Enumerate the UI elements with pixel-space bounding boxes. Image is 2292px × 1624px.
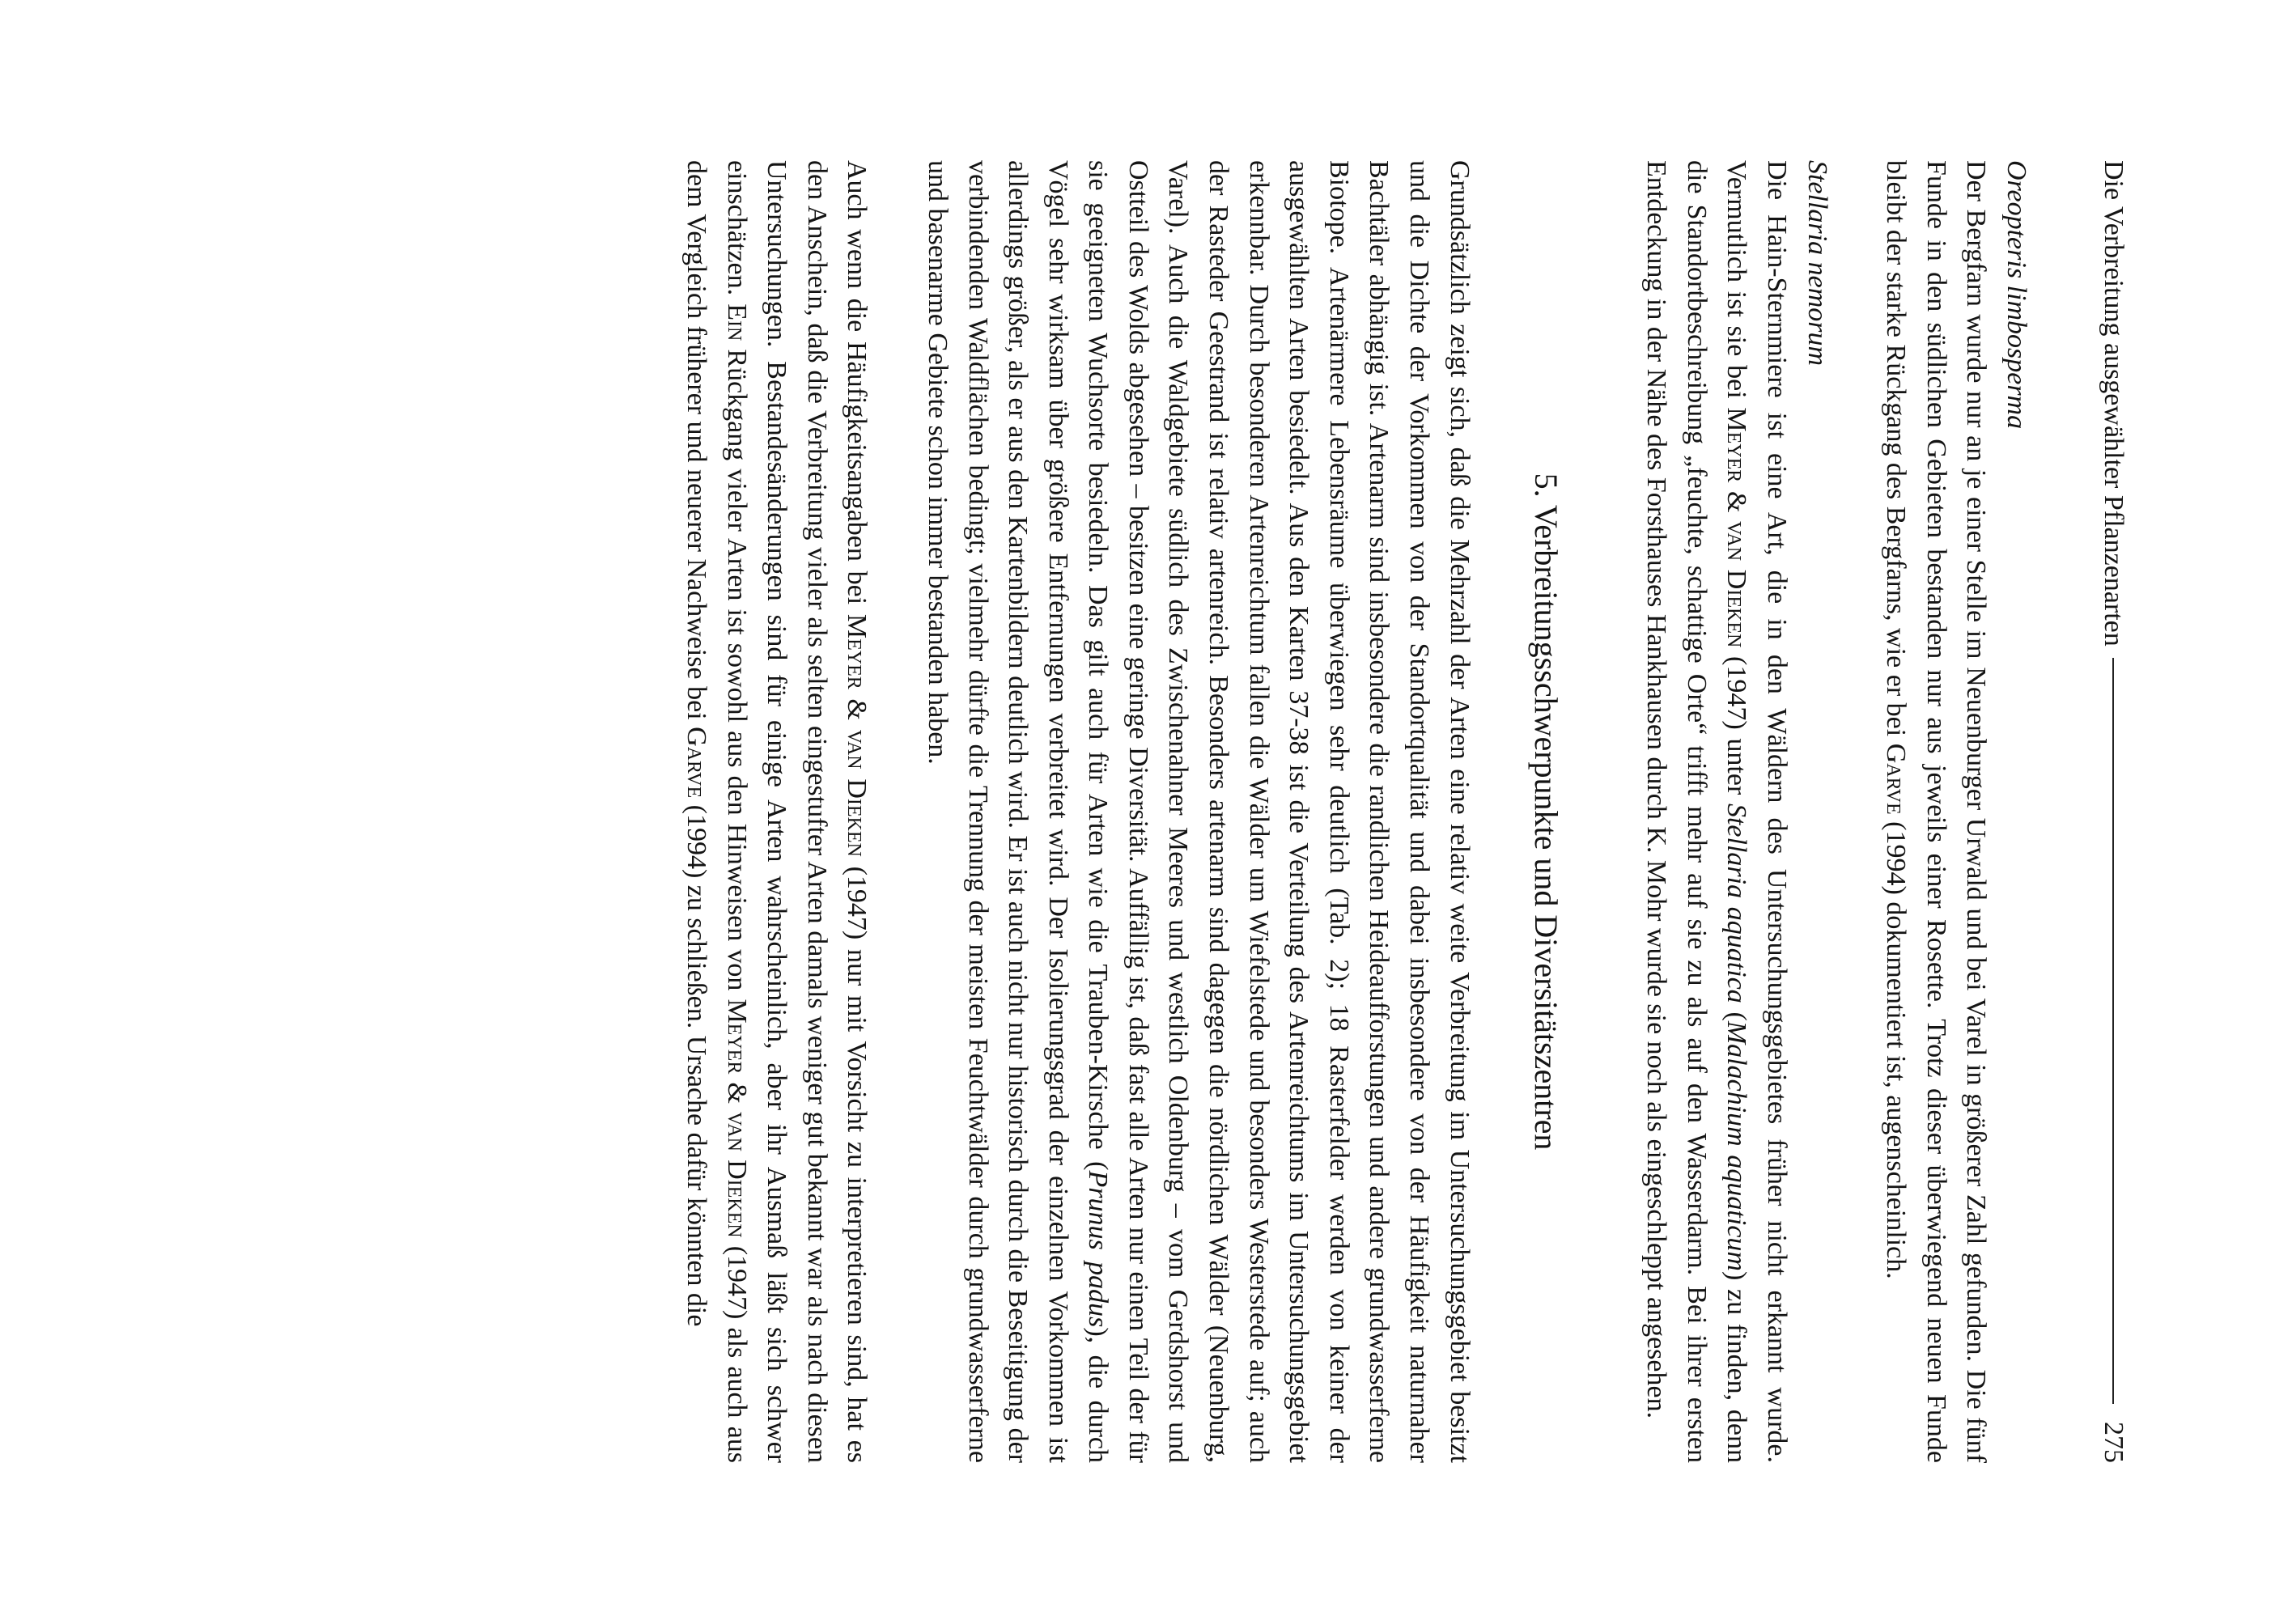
species-heading-stellaria: Stellaria nemorum	[1802, 160, 1832, 367]
book-page	[159, 128, 2133, 1495]
species-text-oreopteris: Der Bergfarn wurde nur an je einer Stelle im Neuenburger Urwald und bei Varel in größerer Zahl gefunden. Die fünf Funde in den südlichen Gebieten bestanden nur aus jeweils einer Rosette. Trotz dieser überwiegend neuen Funde bleibt der starke Rückgang des Bergfarns, wie er bei Garve (1994) dokumentiert ist, augenscheinlich.	[1881, 160, 1992, 1463]
running-title: Die Verbreitung ausgewählter Pflanzenarten	[2098, 160, 2129, 647]
section-title: 5. Verbreitungsschwerpunkte und Diversitätszentren	[1527, 473, 1564, 1151]
section-paragraph-1: Grundsätzlich zeigt sich, daß die Mehrzahl der Arten eine relativ weite Verbreitung im Untersuchungsgebiet besitzt und die Dichte der Vorkommen von der Standortqualität und dabei insbesondere von der Häufigkeit naturnaher Bachtäler abhängig ist. Artenarm sind insbesondere die randlichen Heideaufforstungen und andere grundwasserferne Biotope. Artenärmere Lebensräume überwiegen sehr deutlich (Tab. 2); 18 Rasterfelder werden von keiner der ausgewählten Arten besiedelt. Aus den Karten 37-38 ist die Verteilung des Artenreichtums im Untersuchungsgebiet erkennbar. Durch besonderen Artenreichtum fallen die Wälder um Wiefelstede und besonders Westerstede auf; auch der Rasteder Geestrand ist relativ artenreich. Besonders artenarm sind dagegen die nördlichen Wälder (Neuenburg, Varel). Auch die Waldgebiete südlich des Zwischenahner Meeres und westlich Oldenburg – vom Gerdshorst und Ostteil des Wolds abgesehen – besitzen eine geringe Diversität. Auffällig ist, daß fast alle Arten nur einen Teil der für sie geeigneten Wuchsorte besiedeln. Das gilt auch für Arten wie die Trauben-Kirsche (Prunus padus), die durch Vögel sehr wirksam über größere Entfernungen verbreitet wird. Der Isolierungsgrad der einzelnen Vorkommen ist allerdings größer, als er aus den Kartenbildern deutlich wird. Er ist auch nicht nur historisch durch die Beseitigung der verbindenden Waldflächen bedingt; vielmehr dürfte die Trennung der meisten Feuchtwälder durch grundwasserferne und basenarme Gebiete schon immer bestanden haben.	[922, 160, 1475, 1463]
section-paragraph-2: Auch wenn die Häufigkeitsangaben bei Meyer & van Dieken (1947) nur mit Vorsicht zu interpretieren sind, hat es den Anschein, daß die Verbreitung vieler als selten eingestufter Arten damals weniger gut bekannt war als nach diesen Untersuchungen. Bestandesänderungen sind für einige Arten wahrscheinlich, aber ihr Ausmaß läßt sich schwer einschätzen. Ein Rückgang vieler Arten ist sowohl aus den Hinweisen von Meyer & van Dieken (1947) als auch aus dem Vergleich früherer und neuerer Nachweise bei Garve (1994) zu schließen. Ursache dafür könnten die	[681, 160, 872, 1464]
species-heading-oreopteris: Oreopteris limbosperma	[2001, 160, 2031, 430]
running-header	[2093, 160, 2133, 1463]
species-text-stellaria: Die Hain-Sternmiere ist eine Art, die in den Wäldern des Untersuchungsgebietes früher nicht erkannt wurde. Vermutlich ist sie bei Meyer & van Dieken (1947) unter Stellaria aquatica (Malachium aquaticum) zu finden, denn die Standortbeschreibung „feuchte, schattige Orte“ trifft mehr auf sie zu als auf den Wasserdarm. Bei ihrer ersten Entdeckung in der Nähe des Forsthauses Hankhausen durch K. Mohr wurde sie noch als eingeschleppt angesehen.	[1641, 160, 1793, 1463]
page-number: 275	[2098, 1422, 2129, 1463]
header-rule	[2112, 658, 2114, 1404]
